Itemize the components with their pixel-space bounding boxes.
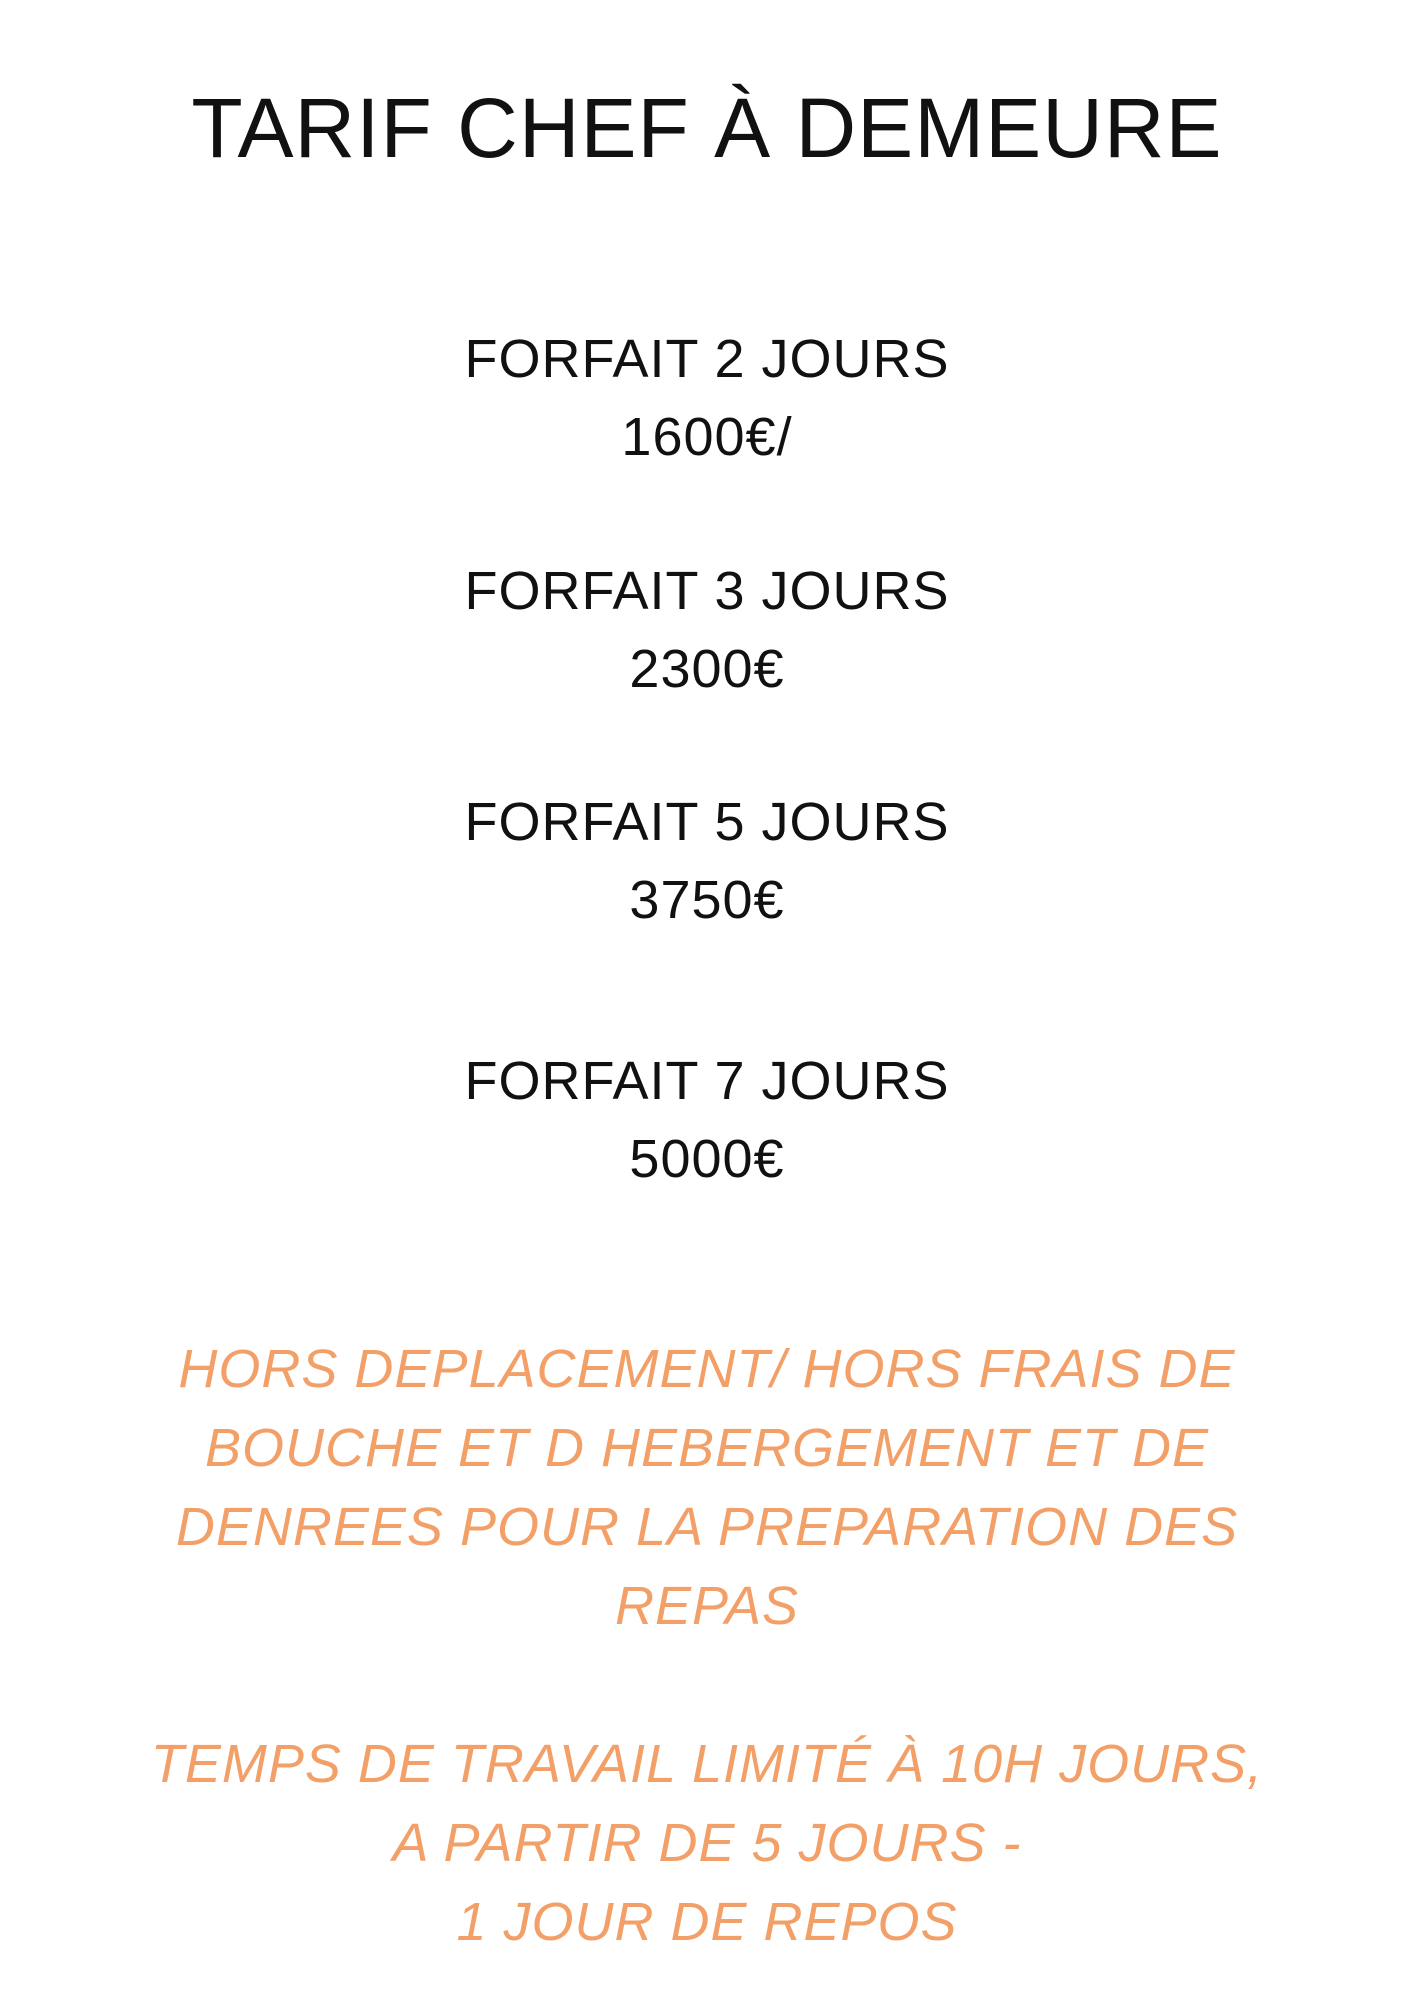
package-2-days — [0, 320, 1414, 476]
work-time-note — [0, 1725, 1414, 1962]
note-line: A PARTIR DE 5 JOURS - — [392, 1813, 1022, 1873]
note-line: REPAS — [614, 1576, 800, 1636]
page-title: TARIF CHEF À DEMEURE — [191, 81, 1223, 175]
package-name: FORFAIT 5 JOURS — [464, 792, 950, 852]
package-7-days — [0, 1042, 1414, 1198]
package-price: 5000€ — [629, 1129, 785, 1189]
package-name: FORFAIT 2 JOURS — [464, 329, 950, 389]
note-line: TEMPS DE TRAVAIL LIMITÉ À 10H JOURS, — [150, 1734, 1264, 1794]
package-price: 3750€ — [629, 870, 785, 930]
note-line: 1 JOUR DE REPOS — [456, 1892, 958, 1952]
note-line: DENREES POUR LA PREPARATION DES — [175, 1497, 1239, 1557]
package-price: 2300€ — [629, 639, 785, 699]
exclusions-note — [0, 1330, 1414, 1646]
package-name: FORFAIT 7 JOURS — [464, 1051, 950, 1111]
package-3-days — [0, 552, 1414, 708]
package-name: FORFAIT 3 JOURS — [464, 561, 950, 621]
package-price: 1600€/ — [621, 407, 793, 467]
note-line: BOUCHE ET D HEBERGEMENT ET DE — [204, 1418, 1210, 1478]
package-5-days — [0, 783, 1414, 939]
note-line: HORS DEPLACEMENT/ HORS FRAIS DE — [178, 1339, 1236, 1399]
